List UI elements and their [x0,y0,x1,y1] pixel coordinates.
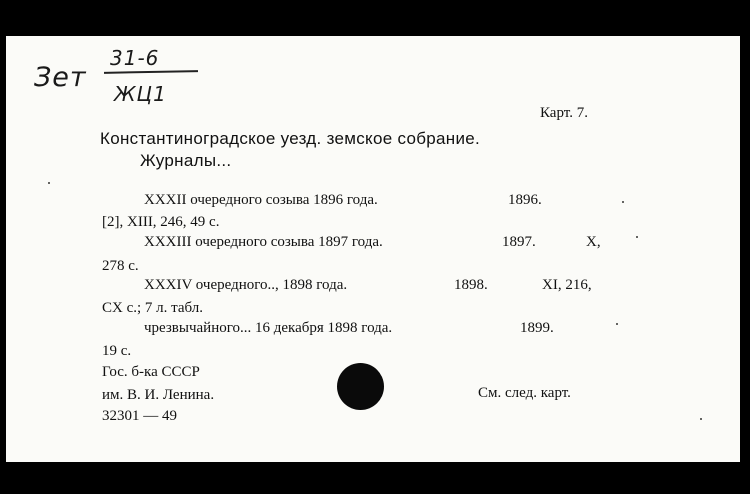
entry-1-pages: [2], XIII, 246, 49 с. [102,214,220,230]
card-number: Карт. 7. [540,105,588,121]
entry-4-year: 1899. [520,320,554,336]
entry-3-title: XXXIV очередного.., 1898 года. [144,277,348,293]
handwritten-shelfmark-bottom: ЖЦ1 [114,82,167,106]
dust-speck [700,418,702,420]
dust-speck [48,182,50,184]
entry-4-title: чрезвычайного... 16 декабря 1898 года. [144,320,393,336]
see-next-card: См. след. карт. [478,385,571,401]
library-inventory-number: 32301 — 49 [102,408,177,424]
handwritten-prefix: Зет [34,62,87,93]
handwritten-shelfmark-top: 31-6 [110,46,160,70]
dust-speck [636,236,638,238]
library-name: Гос. б-ка СССР [102,364,200,380]
entry-2-title: XXXIII очередного созыва 1897 года. [144,234,383,250]
dust-speck [616,323,618,325]
entry-1-title: XXXII очередного созыва 1896 года. [144,192,378,208]
entry-3-year: 1898. [454,277,488,293]
entry-1-year: 1896. [508,192,542,208]
entry-3-volume: XI, 216, [542,277,592,293]
entry-2-pages: 278 с. [102,258,139,274]
card-title: Константиноградское уезд. земское собрание. [100,129,481,148]
entry-4-pages: 19 с. [102,343,132,359]
card-subtitle: Журналы... [140,151,232,170]
punch-hole [337,363,384,410]
catalog-card [6,36,740,462]
library-dedication: им. В. И. Ленина. [102,387,215,403]
entry-2-year: 1897. [502,234,536,250]
entry-3-pages: CX с.; 7 л. табл. [102,300,204,316]
handwritten-fraction-line [104,70,198,74]
entry-2-volume: X, [586,234,601,250]
dust-speck [622,201,624,203]
